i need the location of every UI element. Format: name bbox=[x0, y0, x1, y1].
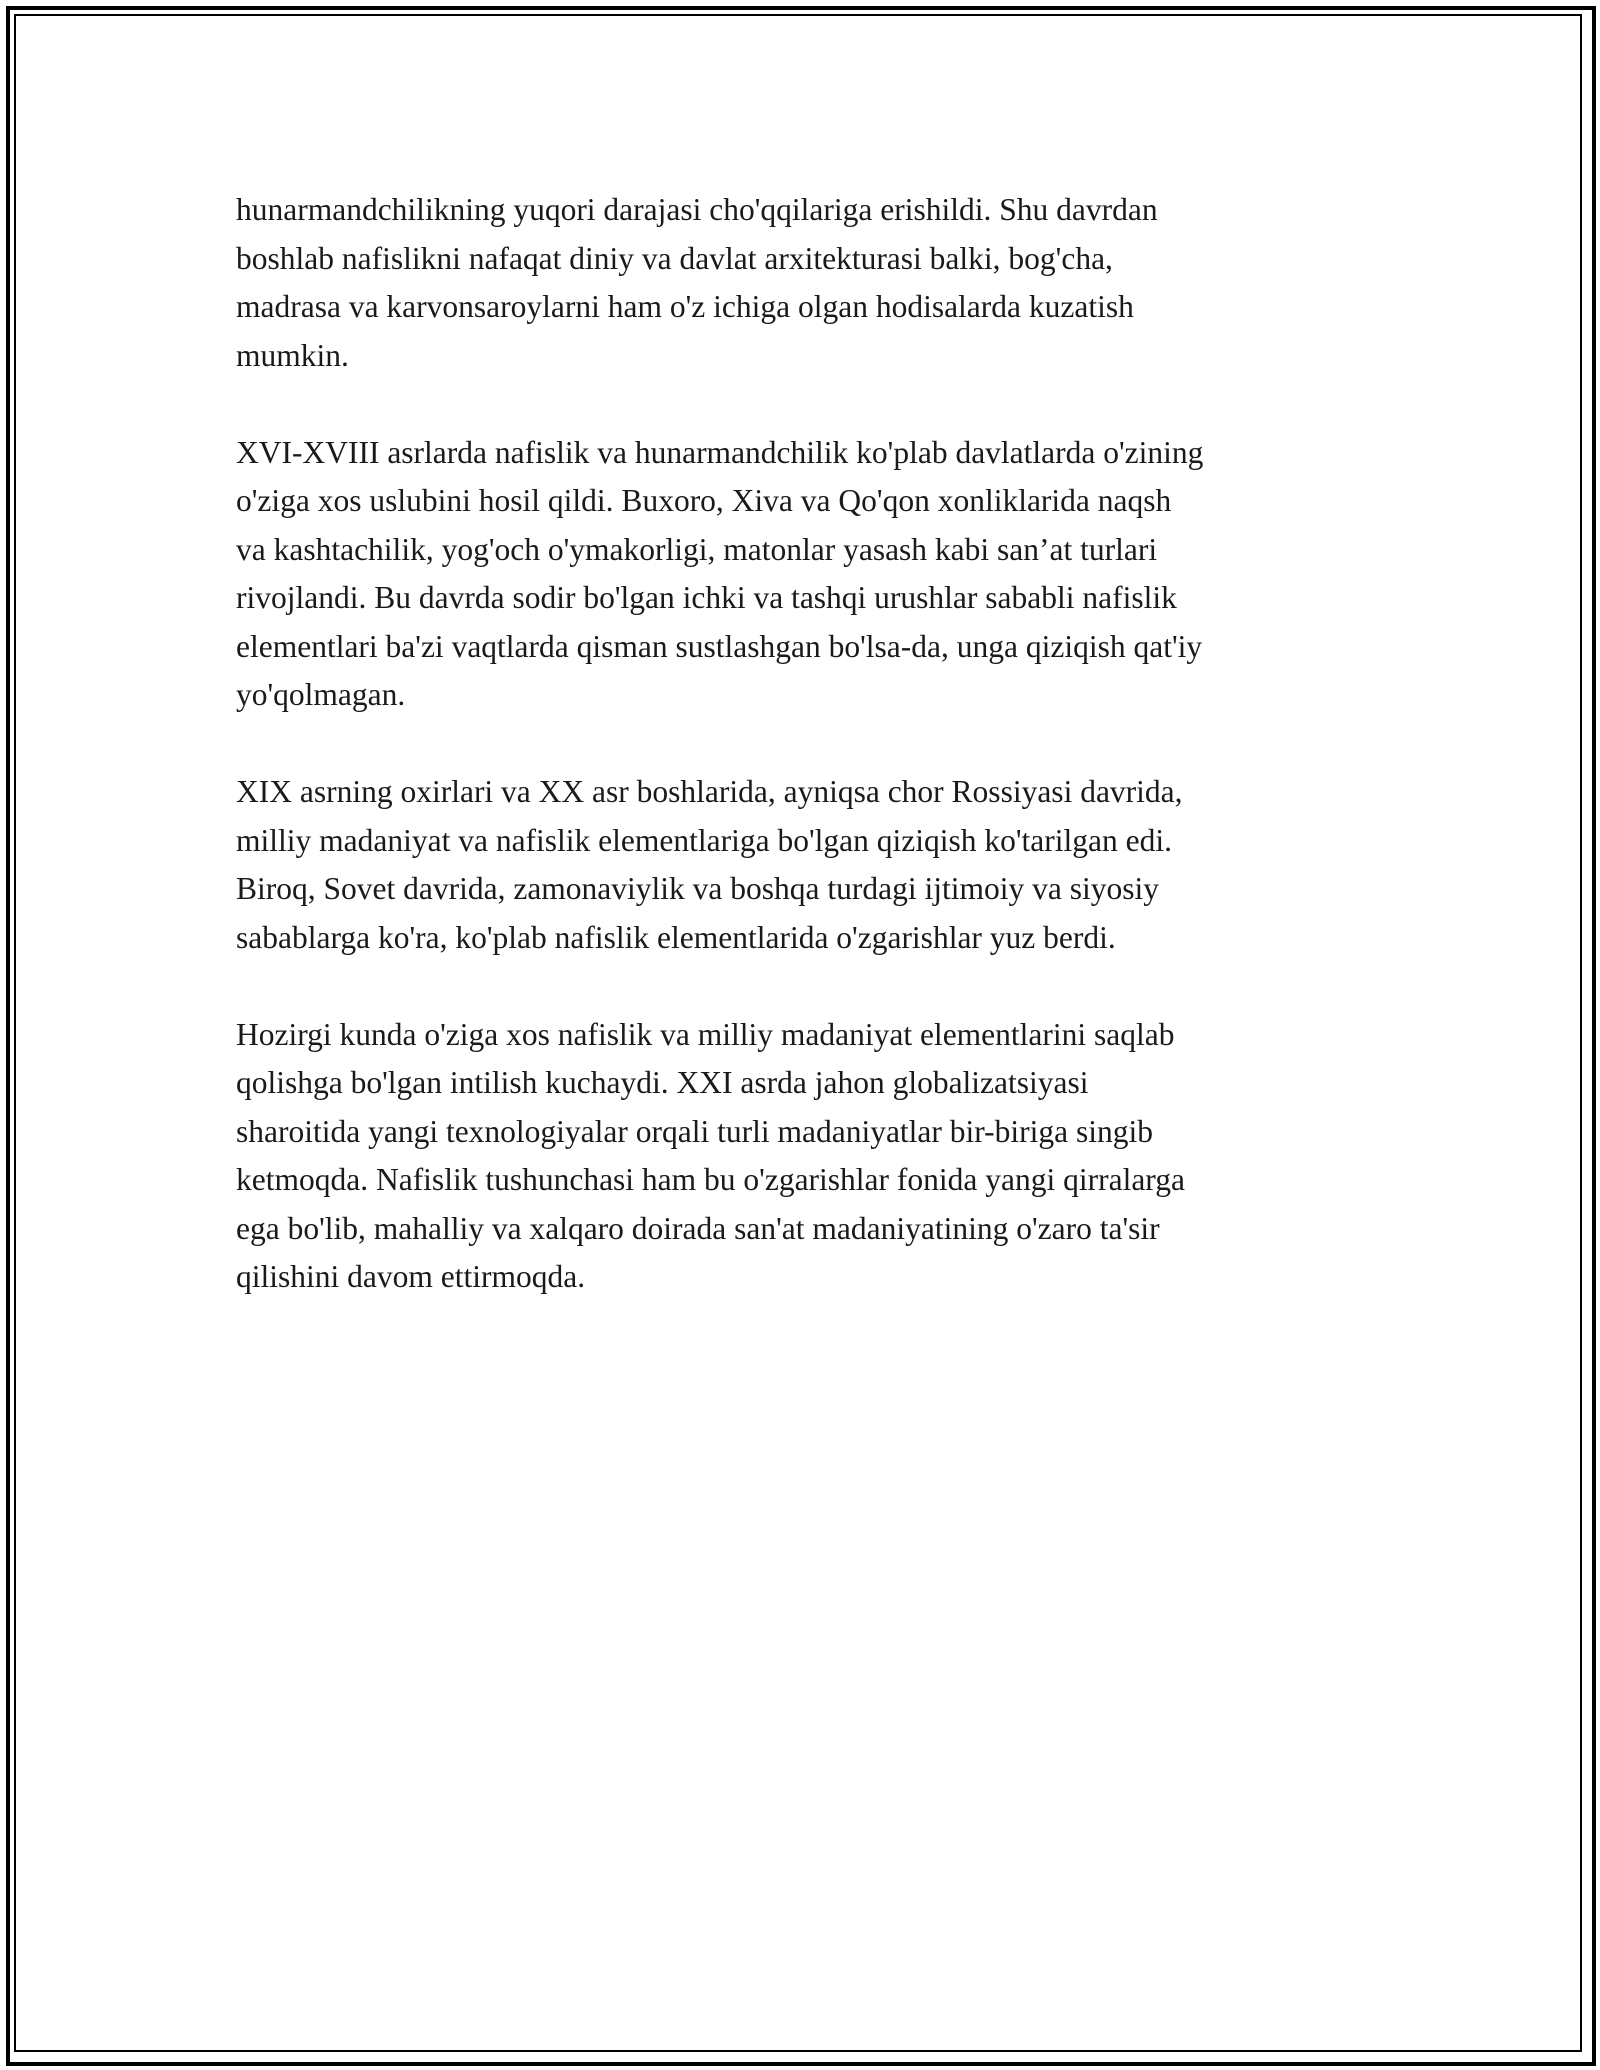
text-line: XVI-XVIII asrlarda nafislik va hunarmandchilik ko'plab davlatlarda o'zining bbox=[236, 434, 1204, 470]
text-line: yo'qolmagan. bbox=[236, 677, 406, 712]
text-line: va kashtachilik, yog'och o'ymakorligi, matonlar yasash kabi san’at turlari bbox=[236, 531, 1158, 567]
text-line: Hozirgi kunda o'ziga xos nafislik va milliy madaniyat elementlarini saqlab bbox=[236, 1016, 1175, 1052]
text-line: madrasa va karvonsaroylarni ham o'z ichiga olgan hodisalarda kuzatish bbox=[236, 289, 1134, 324]
text-line: sabablarga ko'ra, ko'plab nafislik elementlarida o'zgarishlar yuz berdi. bbox=[236, 919, 1116, 955]
paragraph-4 bbox=[236, 1011, 1366, 1302]
text-line: rivojlandi. Bu davrda sodir bo'lgan ichki va tashqi urushlar sababli nafislik bbox=[236, 580, 1177, 615]
text-line: hunarmandchilikning yuqori darajasi cho'qqilariga erishildi. Shu davrdan bbox=[236, 192, 1158, 227]
paragraph-3 bbox=[236, 768, 1366, 962]
text-line: ketmoqda. Nafislik tushunchasi ham bu o'zgarishlar fonida yangi qirralarga bbox=[236, 1162, 1185, 1197]
paragraph-2 bbox=[236, 429, 1366, 720]
paragraph-1 bbox=[236, 186, 1366, 380]
text-line: sharoitida yangi texnologiyalar orqali turli madaniyatlar bir-biriga singib bbox=[236, 1113, 1153, 1149]
text-line: o'ziga xos uslubini hosil qildi. Buxoro, Xiva va Qo'qon xonliklarida naqsh bbox=[236, 483, 1172, 518]
text-line: qolishga bo'lgan intilish kuchaydi. XXI asrda jahon globalizatsiyasi bbox=[236, 1065, 1089, 1100]
text-line: milliy madaniyat va nafislik elementlariga bo'lgan qiziqish ko'tarilgan edi. bbox=[236, 822, 1172, 858]
text-line: XIX asrning oxirlari va XX asr boshlarida, ayniqsa chor Rossiyasi davrida, bbox=[236, 774, 1183, 809]
text-line: mumkin. bbox=[236, 337, 349, 373]
text-line: ega bo'lib, mahalliy va xalqaro doirada san'at madaniyatining o'zaro ta'sir bbox=[236, 1210, 1160, 1246]
text-line: qilishini davom ettirmoqda. bbox=[236, 1259, 586, 1294]
text-line: elementlari ba'zi vaqtlarda qisman sustlashgan bo'lsa-da, unga qiziqish qat'iy bbox=[236, 628, 1203, 664]
text-line: Biroq, Sovet davrida, zamonaviylik va boshqa turdagi ijtimoiy va siyosiy bbox=[236, 871, 1159, 906]
text-line: boshlab nafislikni nafaqat diniy va davlat arxitekturasi balki, bog'cha, bbox=[236, 240, 1113, 276]
document-body bbox=[236, 186, 1366, 1350]
